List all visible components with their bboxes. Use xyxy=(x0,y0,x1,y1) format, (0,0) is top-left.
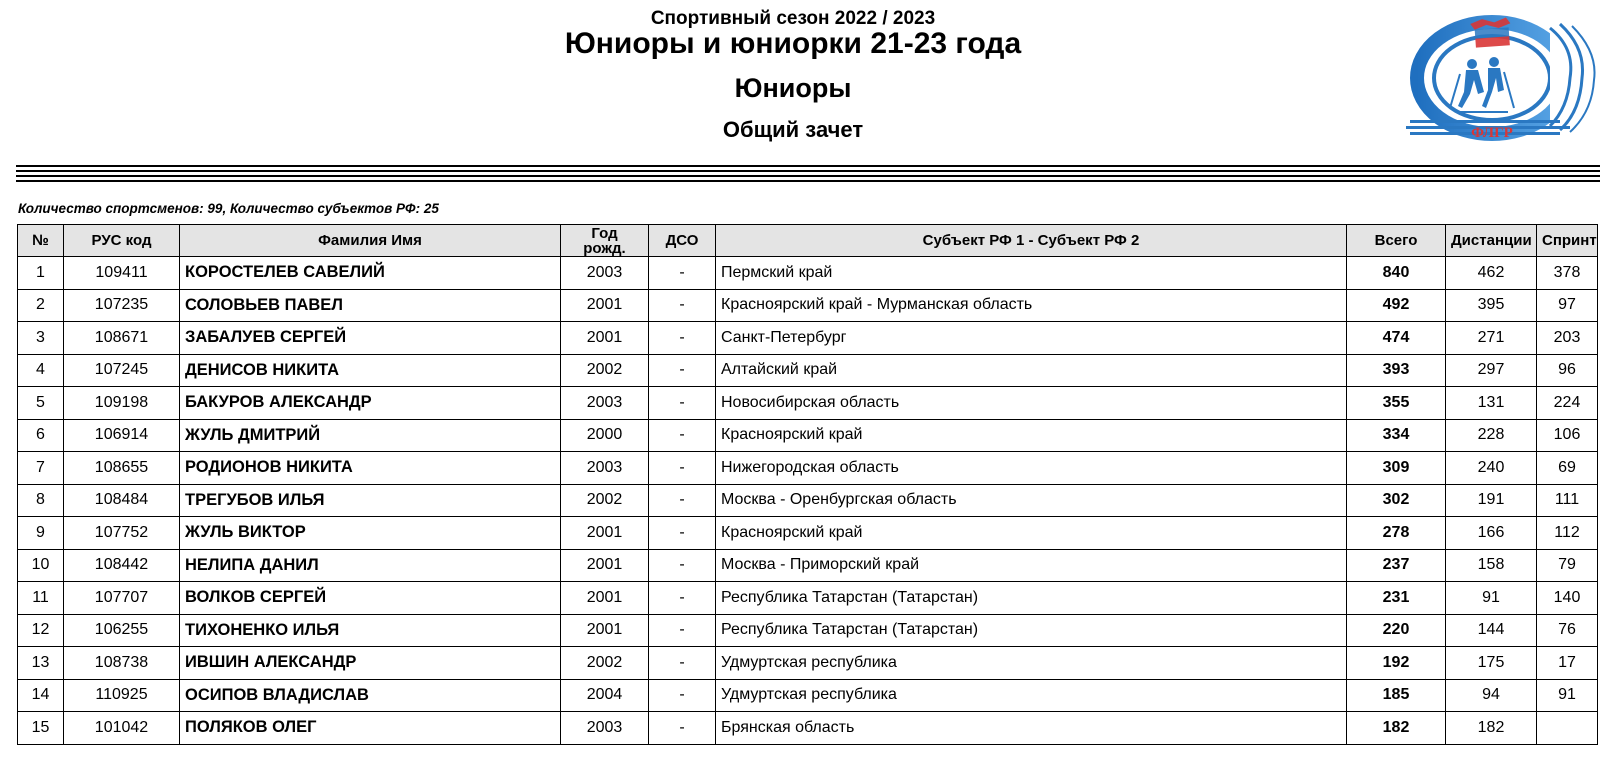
cell-distance: 191 xyxy=(1446,484,1537,517)
cell-name: ЗАБАЛУЕВ СЕРГЕЙ xyxy=(180,322,561,355)
cell-dso: - xyxy=(649,354,716,387)
cell-code: 108671 xyxy=(64,322,180,355)
cell-year: 2001 xyxy=(561,322,649,355)
cell-code: 110925 xyxy=(64,679,180,712)
cell-region: Республика Татарстан (Татарстан) xyxy=(716,582,1347,615)
cell-num: 10 xyxy=(18,549,64,582)
cell-year: 2002 xyxy=(561,484,649,517)
cell-total: 278 xyxy=(1347,517,1446,550)
cell-name: ЖУЛЬ ДМИТРИЙ xyxy=(180,419,561,452)
col-header-sprint: Спринт xyxy=(1537,225,1598,257)
cell-dso: - xyxy=(649,582,716,615)
table-row xyxy=(18,322,1598,355)
cell-num: 2 xyxy=(18,289,64,322)
cell-num: 3 xyxy=(18,322,64,355)
cell-dso: - xyxy=(649,387,716,420)
col-header-total: Всего xyxy=(1347,225,1446,257)
col-header-region: Субъект РФ 1 - Субъект РФ 2 xyxy=(716,225,1347,257)
cell-distance: 228 xyxy=(1446,419,1537,452)
cell-region: Москва - Оренбургская область xyxy=(716,484,1347,517)
cell-num: 14 xyxy=(18,679,64,712)
cell-sprint: 96 xyxy=(1537,354,1598,387)
cell-year: 2001 xyxy=(561,614,649,647)
cell-num: 6 xyxy=(18,419,64,452)
cell-dso: - xyxy=(649,517,716,550)
cell-sprint: 111 xyxy=(1537,484,1598,517)
col-header-year-line1: Год xyxy=(591,224,618,242)
cell-distance: 175 xyxy=(1446,647,1537,680)
table-row xyxy=(18,582,1598,615)
standing-heading: Общий зачет xyxy=(722,117,864,142)
cell-name: ОСИПОВ ВЛАДИСЛАВ xyxy=(180,679,561,712)
cell-dso: - xyxy=(649,712,716,745)
cell-sprint: 106 xyxy=(1537,419,1598,452)
cell-sprint: 91 xyxy=(1537,679,1598,712)
table-row xyxy=(18,387,1598,420)
cell-num: 7 xyxy=(18,452,64,485)
cell-num: 12 xyxy=(18,614,64,647)
cell-name: ВОЛКОВ СЕРГЕЙ xyxy=(180,582,561,615)
cell-total: 220 xyxy=(1347,614,1446,647)
cell-dso: - xyxy=(649,549,716,582)
cell-total: 334 xyxy=(1347,419,1446,452)
cell-num: 1 xyxy=(18,257,64,290)
cell-code: 107245 xyxy=(64,354,180,387)
cell-region: Красноярский край xyxy=(716,517,1347,550)
cell-year: 2003 xyxy=(561,452,649,485)
cell-dso: - xyxy=(649,419,716,452)
table-row xyxy=(18,354,1598,387)
standings-table xyxy=(17,224,1598,745)
cell-total: 355 xyxy=(1347,387,1446,420)
cell-sprint xyxy=(1537,712,1598,745)
cell-distance: 94 xyxy=(1446,679,1537,712)
cell-year: 2002 xyxy=(561,647,649,680)
cell-sprint: 76 xyxy=(1537,614,1598,647)
table-row xyxy=(18,452,1598,485)
cell-region: Красноярский край xyxy=(716,419,1347,452)
cell-name: ДЕНИСОВ НИКИТА xyxy=(180,354,561,387)
col-header-num: № xyxy=(18,225,64,257)
cell-num: 13 xyxy=(18,647,64,680)
cell-code: 108738 xyxy=(64,647,180,680)
cell-sprint: 17 xyxy=(1537,647,1598,680)
col-header-dso: ДСО xyxy=(649,225,716,257)
cell-distance: 91 xyxy=(1446,582,1537,615)
cell-code: 107707 xyxy=(64,582,180,615)
table-row xyxy=(18,712,1598,745)
cell-code: 107235 xyxy=(64,289,180,322)
cell-code: 106255 xyxy=(64,614,180,647)
table-row xyxy=(18,257,1598,290)
header-rule xyxy=(16,175,1600,177)
table-row xyxy=(18,614,1598,647)
cell-dso: - xyxy=(649,322,716,355)
cell-dso: - xyxy=(649,257,716,290)
cell-year: 2001 xyxy=(561,517,649,550)
cell-total: 474 xyxy=(1347,322,1446,355)
cell-total: 393 xyxy=(1347,354,1446,387)
cell-distance: 166 xyxy=(1446,517,1537,550)
cell-year: 2001 xyxy=(561,582,649,615)
table-row xyxy=(18,484,1598,517)
cell-sprint: 203 xyxy=(1537,322,1598,355)
table-row xyxy=(18,549,1598,582)
cell-distance: 297 xyxy=(1446,354,1537,387)
cell-sprint: 97 xyxy=(1537,289,1598,322)
cell-name: РОДИОНОВ НИКИТА xyxy=(180,452,561,485)
cell-num: 8 xyxy=(18,484,64,517)
cell-code: 107752 xyxy=(64,517,180,550)
cell-dso: - xyxy=(649,614,716,647)
cell-dso: - xyxy=(649,484,716,517)
cell-code: 106914 xyxy=(64,419,180,452)
cell-distance: 144 xyxy=(1446,614,1537,647)
cell-region: Новосибирская область xyxy=(716,387,1347,420)
cell-year: 2001 xyxy=(561,289,649,322)
cell-region: Республика Татарстан (Татарстан) xyxy=(716,614,1347,647)
cell-dso: - xyxy=(649,289,716,322)
cell-dso: - xyxy=(649,452,716,485)
cell-region: Красноярский край - Мурманская область xyxy=(716,289,1347,322)
col-header-name: Фамилия Имя xyxy=(180,225,561,257)
cell-sprint: 79 xyxy=(1537,549,1598,582)
cell-num: 5 xyxy=(18,387,64,420)
cell-name: КОРОСТЕЛЕВ САВЕЛИЙ xyxy=(180,257,561,290)
cell-name: СОЛОВЬЕВ ПАВЕЛ xyxy=(180,289,561,322)
cell-sprint: 378 xyxy=(1537,257,1598,290)
cell-num: 9 xyxy=(18,517,64,550)
cell-region: Брянская область xyxy=(716,712,1347,745)
header-rule xyxy=(16,170,1600,172)
cell-total: 492 xyxy=(1347,289,1446,322)
table-row xyxy=(18,517,1598,550)
header-rule xyxy=(16,180,1600,182)
cell-distance: 395 xyxy=(1446,289,1537,322)
cell-code: 108442 xyxy=(64,549,180,582)
cell-year: 2002 xyxy=(561,354,649,387)
cell-code: 108484 xyxy=(64,484,180,517)
cell-year: 2000 xyxy=(561,419,649,452)
cell-year: 2003 xyxy=(561,257,649,290)
cell-name: ЖУЛЬ ВИКТОР xyxy=(180,517,561,550)
table-header-row xyxy=(18,225,1598,257)
cell-code: 108655 xyxy=(64,452,180,485)
cell-total: 840 xyxy=(1347,257,1446,290)
page-title: Юниоры и юниорки 21-23 года xyxy=(564,27,1022,60)
cell-name: ТРЕГУБОВ ИЛЬЯ xyxy=(180,484,561,517)
cell-region: Пермский край xyxy=(716,257,1347,290)
table-row xyxy=(18,679,1598,712)
cell-name: ТИХОНЕНКО ИЛЬЯ xyxy=(180,614,561,647)
category-heading: Юниоры xyxy=(734,73,852,103)
col-header-distance: Дистанции xyxy=(1446,225,1537,257)
cell-num: 4 xyxy=(18,354,64,387)
header-rule xyxy=(16,165,1600,167)
col-header-year-line2: рожд. xyxy=(583,239,626,257)
cell-region: Москва - Приморский край xyxy=(716,549,1347,582)
cell-year: 2004 xyxy=(561,679,649,712)
cell-sprint: 112 xyxy=(1537,517,1598,550)
cell-year: 2003 xyxy=(561,712,649,745)
cell-code: 101042 xyxy=(64,712,180,745)
cell-name: ИВШИН АЛЕКСАНДР xyxy=(180,647,561,680)
cell-name: НЕЛИПА ДАНИЛ xyxy=(180,549,561,582)
season-heading: Спортивный сезон 2022 / 2023 xyxy=(650,8,936,29)
cell-total: 302 xyxy=(1347,484,1446,517)
cell-distance: 240 xyxy=(1446,452,1537,485)
summary-line: Количество спортсменов: 99, Количество субъектов РФ: 25 xyxy=(18,201,439,216)
cell-code: 109411 xyxy=(64,257,180,290)
cell-name: ПОЛЯКОВ ОЛЕГ xyxy=(180,712,561,745)
cell-sprint: 69 xyxy=(1537,452,1598,485)
cell-region: Санкт-Петербург xyxy=(716,322,1347,355)
cell-sprint: 224 xyxy=(1537,387,1598,420)
cell-sprint: 140 xyxy=(1537,582,1598,615)
table-row xyxy=(18,419,1598,452)
cell-distance: 271 xyxy=(1446,322,1537,355)
cell-total: 237 xyxy=(1347,549,1446,582)
cell-dso: - xyxy=(649,679,716,712)
cell-total: 231 xyxy=(1347,582,1446,615)
cell-total: 192 xyxy=(1347,647,1446,680)
cell-total: 182 xyxy=(1347,712,1446,745)
table-row xyxy=(18,647,1598,680)
flgr-logo-icon xyxy=(1400,8,1600,144)
logo-text: ФЛГР xyxy=(1471,125,1513,141)
table-row xyxy=(18,289,1598,322)
cell-name: БАКУРОВ АЛЕКСАНДР xyxy=(180,387,561,420)
cell-total: 185 xyxy=(1347,679,1446,712)
cell-num: 15 xyxy=(18,712,64,745)
cell-distance: 462 xyxy=(1446,257,1537,290)
cell-distance: 182 xyxy=(1446,712,1537,745)
cell-region: Нижегородская область xyxy=(716,452,1347,485)
cell-region: Удмуртская республика xyxy=(716,647,1347,680)
cell-num: 11 xyxy=(18,582,64,615)
cell-code: 109198 xyxy=(64,387,180,420)
col-header-year xyxy=(561,225,649,257)
cell-year: 2003 xyxy=(561,387,649,420)
cell-year: 2001 xyxy=(561,549,649,582)
cell-dso: - xyxy=(649,647,716,680)
col-header-code: РУС код xyxy=(64,225,180,257)
cell-distance: 131 xyxy=(1446,387,1537,420)
cell-total: 309 xyxy=(1347,452,1446,485)
cell-region: Алтайский край xyxy=(716,354,1347,387)
cell-region: Удмуртская республика xyxy=(716,679,1347,712)
cell-distance: 158 xyxy=(1446,549,1537,582)
